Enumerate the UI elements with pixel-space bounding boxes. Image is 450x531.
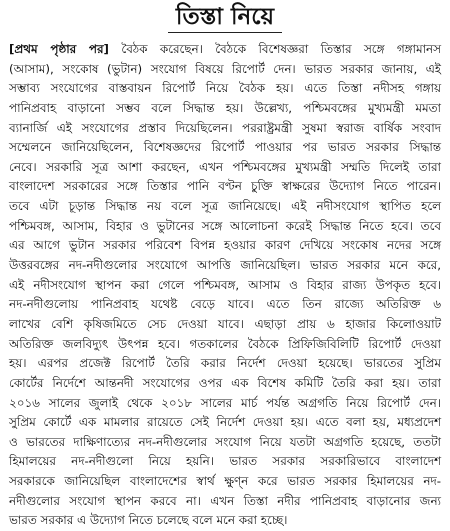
article-headline: তিস্তা নিয়ে [168,2,282,33]
article-line: উত্তরবঙ্গের নদ-নদীগুলোর সংযোগে আপত্তি জানিয়েছিল। ভারত সরকার মনে করে, [9,258,441,273]
article-line: নদীগুলোর সংযোগ স্থাপন করবে না। এখন তিস্তা নদীর পানিপ্রবাহ বাড়ানোর জন্য [9,493,441,508]
article-line: ও ভারতের দাক্ষিণাত্যের নদ-নদীগুলোর সংযোগ নিয়ে যতটা অগ্রগতি হয়েছে, ততটা [9,434,441,449]
article-line: ব্যানার্জি এই সংযোগের প্রস্তাব দিয়েছিলেন। পররাষ্ট্রমন্ত্রী সুষমা স্বরাজ বার্ষিক সংবাদ [9,120,441,135]
article-line: নদ-নদীগুলোয় পানিপ্রবাহ যথেষ্ট বেড়ে যাবে। এতে তিন রাজ্যে অতিরিক্ত ৬ [9,297,441,312]
article-line: পশ্চিমবঙ্গ, আসাম, বিহার ও ভুটানের সঙ্গে আলোচনা করেই সিদ্ধান্ত নিতে হবে। তবে [9,218,441,233]
article-line: এই নদীসংযোগ স্থাপন করা গেলে পশ্চিমবঙ্গ, আসাম ও বিহার রাজ্য উপকৃত হবে। [9,277,441,292]
article-line: সুপ্রিম কোর্টে এক মামলার রায়েতে সেই নির্দেশ দেওয়া হয়। এতে বলা হয়, মধ্যপ্রদেশ [9,415,441,430]
headline-area [0,0,450,38]
article-line: বাংলাদেশ সরকারের সঙ্গে তিস্তার পানি বণ্টন চুক্তি স্বাক্ষরের উদ্যোগ নিতে পারেন। [9,179,441,194]
article-line: সম্মেলনে জানিয়েছিলেন, বিশেষজ্ঞদের রিপোর্ট পাওয়ার পর ভারত সরকার সিদ্ধান্ত [9,140,441,155]
article-line: সম্ভাব্য সংযোগের বাস্তবায়ন রিপোর্ট নিয়ে বৈঠক হয়। এতে তিস্তা নদীসহ গঙ্গায় [9,81,441,96]
article-line: নেবে। সরকারি সূত্র আশা করছেন, এখন পশ্চিমবঙ্গের মুখ্যমন্ত্রী সম্মতি দিলেই তারা [9,159,441,174]
continued-from-label: [প্রথম পৃষ্ঠার পর] [9,42,109,56]
article-line: হিমালয়ের নদ-নদীগুলো নিয়ে হয়নি। ভারত সরকার সরকারিভাবে বাংলাদেশ [9,454,441,469]
article-line: এর আগে ভুটান সরকার পরিবেশ বিপন্ন হওয়ার কারণ দেখিয়ে সংকোষ নদের সঙ্গে [9,238,441,253]
article-line: অতিরিক্ত জলবিদ্যুৎ উৎপন্ন হবে। গতকালের বৈঠকে প্রিফিজিবিলিটি রিপোর্ট দেওয়া [9,336,441,351]
article-line-text: বৈঠক করেছেন। বৈঠকে বিশেষজ্ঞরা তিস্তার সঙ্গে গঙ্গামানস [108,42,441,56]
article-line: ভারত সরকার এ উদ্যোগ নিতে চলেছে বলে মনে করা হচ্ছে। [9,513,288,528]
article-line: তবে এটা চূড়ান্ত সিদ্ধান্ত নয় বলে সূত্র জানিয়েছে। এই নদীসংযোগ স্থাপিত হলে [9,199,441,214]
article-line: ২০১৬ সালের জুলাই থেকে ২০১৮ সালের মার্চ পর্যন্ত অগ্রগতি নিয়ে রিপোর্ট দেন। [9,395,441,410]
article-body [9,40,441,531]
article-line: কোর্টের নির্দেশে আন্তনদী সংযোগের ওপর এক বিশেষ কমিটি তৈরি করা হয়। তারা [9,375,441,390]
article-line: লাখের বেশি কৃষিজমিতে সেচ দেওয়া যাবে। এছাড়া প্রায় ৬ হাজার কিলোওয়াট [9,316,441,331]
article-line: পানিপ্রবাহ বাড়ানো সম্ভব বলে সিদ্ধান্ত হয়। উল্লেখ্য, পশ্চিমবঙ্গের মুখ্যমন্ত্রী মমতা [9,100,441,115]
article-line: (আসাম), সংকোষ (ভুটান) সংযোগ বিষয়ে রিপোর্ট দেন। ভারত সরকার জানায়, এই [9,61,441,76]
article-line: হয়। এরপর প্রজেক্ট রিপোর্ট তৈরি করার নির্দেশ দেওয়া হয়েছে। ভারতের সুপ্রিম [9,356,441,371]
article-line [9,40,441,60]
article-line: সরকারকে জানিয়েছিল বাংলাদেশের স্বার্থ ক্ষুণ্ন করে ভারত সরকার হিমালয়ের নদ- [9,474,441,489]
